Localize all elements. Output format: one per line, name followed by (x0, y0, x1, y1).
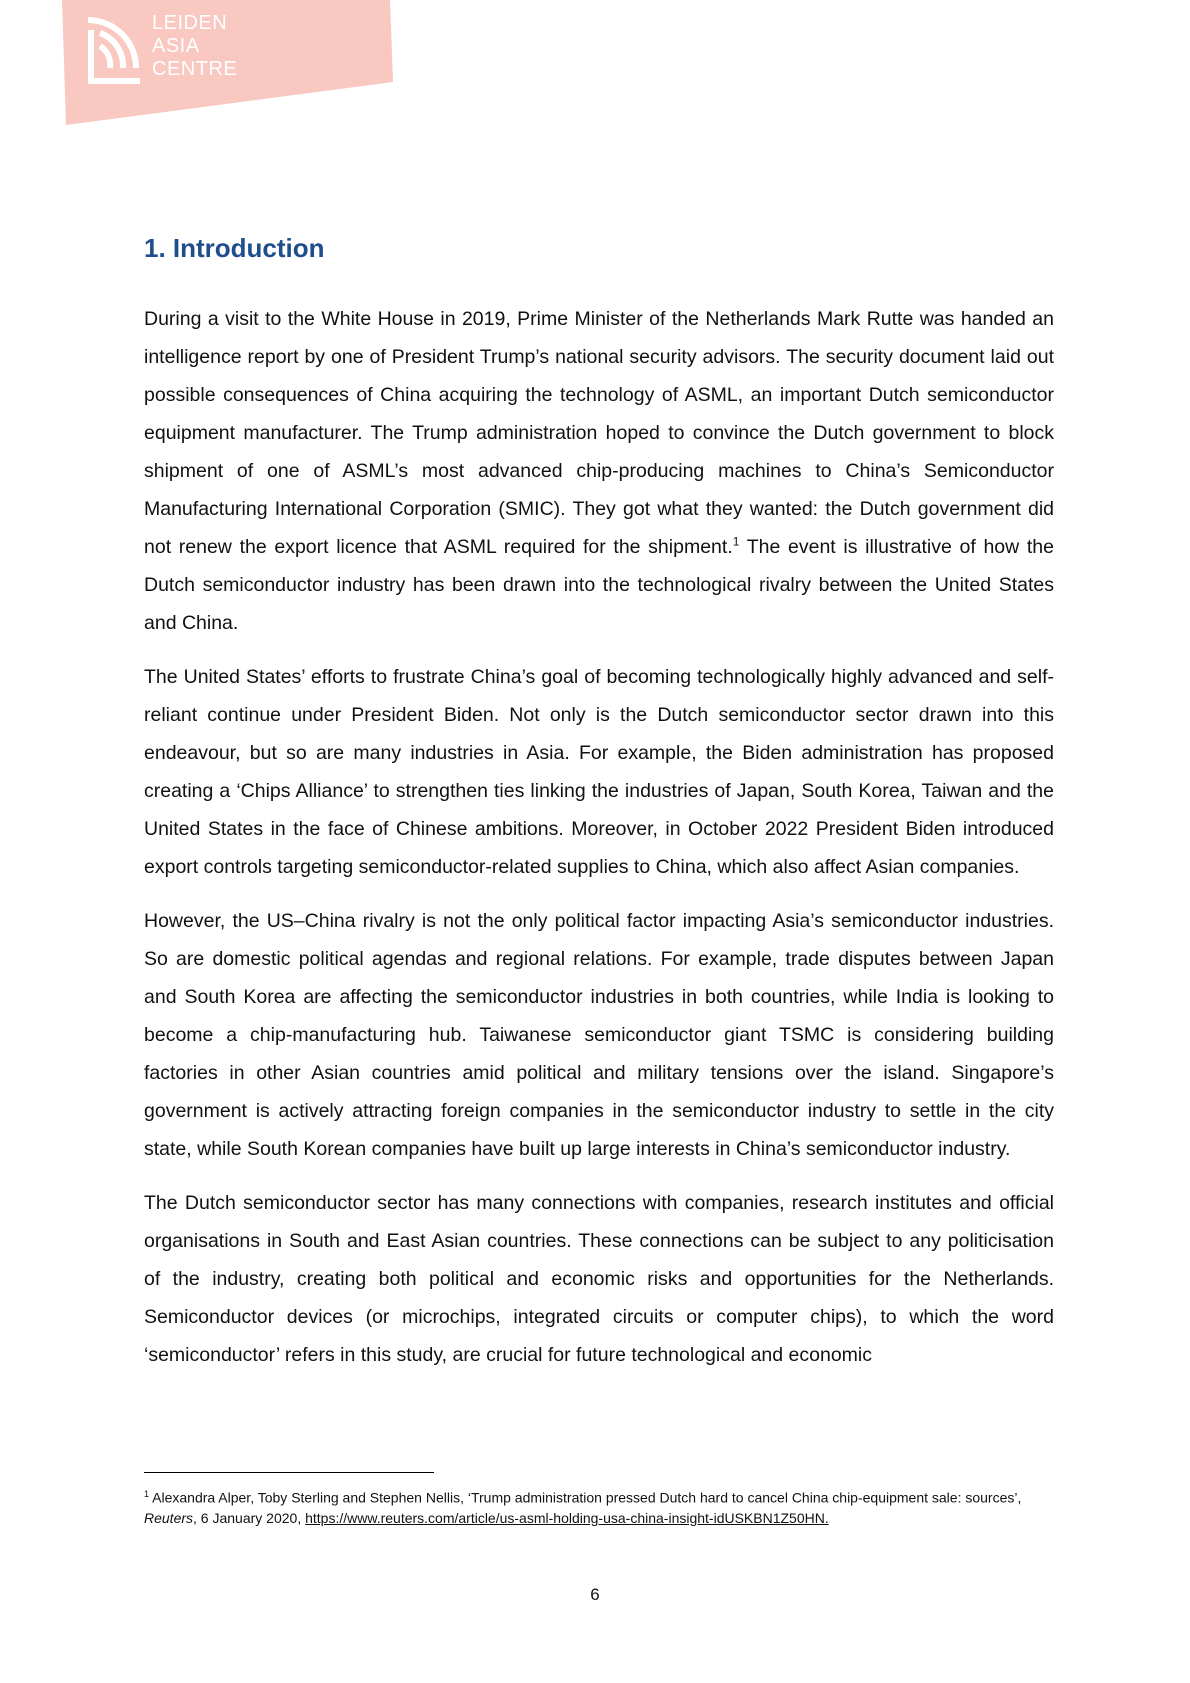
logo-text (152, 12, 237, 81)
paragraph-1-text: During a visit to the White House in 2019, Prime Minister of the Netherlands Mark Rutte was handed an intelligence report by one of President Trump’s national security advisors. The security document laid out possible consequences of China acquiring the technology of ASML, an important Dutch semiconductor equipment manufacturer. The Trump administration hoped to convince the Dutch government to block shipment of one of ASML’s most advanced chip-producing machines to China’s Semiconductor Manufacturing International Corporation (SMIC). They got what they wanted: the Dutch government did not renew the export licence that ASML required for the shipment. (144, 308, 1054, 558)
logo-line-1: LEIDEN (152, 12, 228, 34)
footnote-link[interactable]: https://www.reuters.com/article/us-asml-holding-usa-china-insight-idUSKBN1Z50HN. (305, 1509, 829, 1526)
footnote-reference[interactable]: 1 (732, 534, 740, 549)
footnote (144, 1484, 1054, 1528)
footnote-text: Alexandra Alper, Toby Sterling and Stephen Nellis, ‘Trump administration pressed Dutch hard to cancel China chip-equipment sale: sources’, (149, 1489, 1022, 1506)
footnote-publication: Reuters (144, 1509, 194, 1526)
body-text (144, 300, 1054, 1390)
footnote-divider (144, 1472, 434, 1473)
paragraph-1-text-continued: The event is illustrative of how the Dutch semiconductor industry has been drawn into the technological rivalry between the United States and China. (144, 536, 1054, 634)
paragraph-4: The Dutch semiconductor sector has many connections with companies, research institutes and official organisations in South and East Asian countries. These connections can be subject to any politicisation of the industry, creating both political and economic risks and opportunities for the Netherlands. Semiconductor devices (or microchips, integrated circuits or computer chips), to which the word ‘semiconductor’ refers in this study, are crucial for future technological and economic (144, 1192, 1054, 1366)
paragraph-3: However, the US–China rivalry is not the only political factor impacting Asia’s semiconductor industries. So are domestic political agendas and regional relations. For example, trade disputes between Japan and South Korea are affecting the semiconductor industries in both countries, while India is looking to become a chip-manufacturing hub. Taiwanese semiconductor giant TSMC is considering building factories in other Asian countries amid political and military tensions over the island. Singapore’s government is actively attracting foreign companies in the semiconductor industry to settle in the city state, while South Korean companies have built up large interests in China’s semiconductor industry. (144, 910, 1054, 1160)
paragraph-2: The United States’ efforts to frustrate China’s goal of becoming technologically highly advanced and self-reliant continue under President Biden. Not only is the Dutch semiconductor sector drawn into this endeavour, but so are many industries in Asia. For example, the Biden administration has proposed creating a ‘Chips Alliance’ to strengthen ties linking the industries of Japan, South Korea, Taiwan and the United States in the face of Chinese ambitions. Moreover, in October 2022 President Biden introduced export controls targeting semiconductor-related supplies to China, which also affect Asian companies. (144, 666, 1054, 878)
logo-line-3: CENTRE (152, 58, 238, 80)
footnote-date: , 6 January 2020, (193, 1509, 306, 1526)
section-heading: 1. Introduction (144, 233, 325, 263)
logo-line-2: ASIA (152, 35, 200, 57)
footnote-number: 1 (144, 1489, 150, 1499)
paragraph-1 (144, 300, 1054, 642)
logo (0, 0, 400, 125)
page-number: 6 (590, 1585, 600, 1604)
